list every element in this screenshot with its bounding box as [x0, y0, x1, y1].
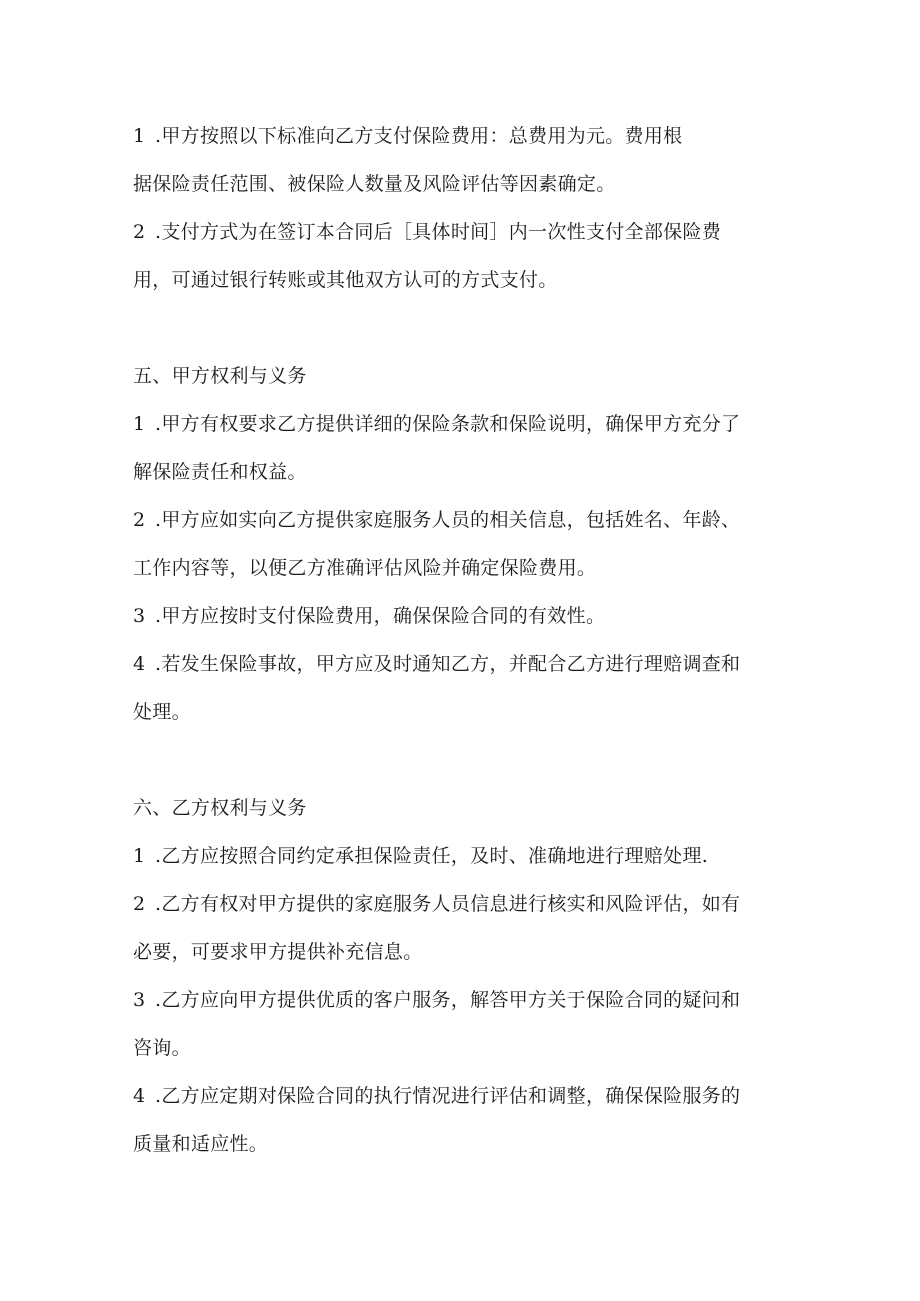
item-number: 1	[133, 125, 146, 147]
item-text: .乙方应按照合同约定承担保险责任，及时、准确地进行理赔处理.	[155, 845, 709, 867]
section-6-item-1-line-1	[133, 844, 708, 868]
item-number: 4	[133, 653, 146, 675]
item-number: 2	[133, 893, 146, 915]
section-5-heading: 五、甲方权利与义务	[133, 365, 307, 387]
section-5-item-1-line-1	[133, 412, 740, 436]
item-text: .甲方应如实向乙方提供家庭服务人员的相关信息，包括姓名、年龄、	[155, 509, 741, 531]
payment-item-1-line-1	[133, 124, 682, 148]
item-number: 4	[133, 1085, 146, 1107]
section-6-item-3-line-2: 咨询。	[133, 1037, 191, 1059]
item-number: 3	[133, 989, 146, 1011]
item-text: .支付方式为在签订本合同后［具体时间］内一次性支付全部保险费	[155, 221, 722, 243]
section-6-heading: 六、乙方权利与义务	[133, 797, 307, 819]
item-number: 2	[133, 509, 146, 531]
section-6-item-3-line-1	[133, 988, 740, 1012]
section-6-item-4-line-2: 质量和适应性。	[133, 1133, 269, 1155]
item-text: .乙方应定期对保险合同的执行情况进行评估和调整，确保保险服务的	[155, 1085, 741, 1107]
item-text: .甲方按照以下标准向乙方支付保险费用：总费用为元。费用根	[155, 125, 683, 147]
item-number: 1	[133, 413, 146, 435]
section-5-item-3-line-1	[133, 604, 605, 628]
item-number: 3	[133, 605, 146, 627]
section-5-item-2-line-1	[133, 508, 740, 532]
section-5-item-4-line-2: 处理。	[133, 701, 191, 723]
section-6-item-4-line-1	[133, 1084, 740, 1108]
section-6-item-2-line-1	[133, 892, 740, 916]
section-5-item-1-line-2: 解保险责任和权益。	[133, 461, 307, 483]
item-text: .甲方应按时支付保险费用，确保保险合同的有效性。	[155, 605, 606, 627]
item-number: 2	[133, 221, 146, 243]
item-number: 1	[133, 845, 146, 867]
item-text: .乙方有权对甲方提供的家庭服务人员信息进行核实和风险评估，如有	[155, 893, 741, 915]
section-5-item-2-line-2: 工作内容等，以便乙方准确评估风险并确定保险费用。	[133, 557, 597, 579]
payment-item-1-line-2: 据保险责任范围、被保险人数量及风险评估等因素确定。	[133, 173, 616, 195]
item-text: .乙方应向甲方提供优质的客户服务，解答甲方关于保险合同的疑问和	[155, 989, 741, 1011]
section-6-item-2-line-2: 必要，可要求甲方提供补充信息。	[133, 941, 423, 963]
item-text: .若发生保险事故，甲方应及时通知乙方，并配合乙方进行理赔调查和	[155, 653, 741, 675]
item-text: .甲方有权要求乙方提供详细的保险条款和保险说明，确保甲方充分了	[155, 413, 741, 435]
payment-item-2-line-2: 用，可通过银行转账或其他双方认可的方式支付。	[133, 269, 558, 291]
section-5-item-4-line-1	[133, 652, 740, 676]
payment-item-2-line-1	[133, 220, 721, 244]
